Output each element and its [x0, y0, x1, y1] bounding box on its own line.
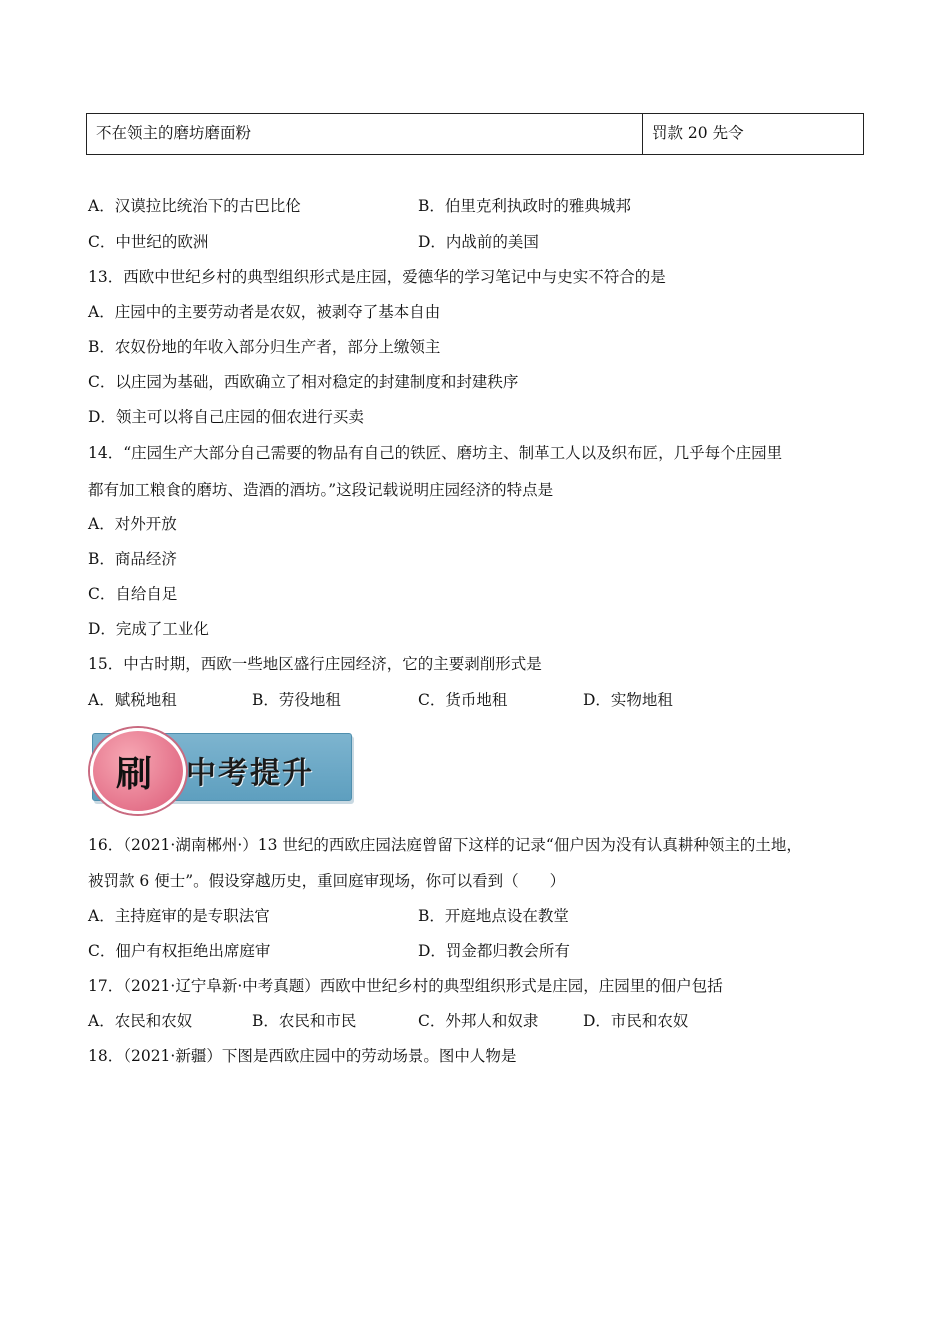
q17-option-a: A．农民和农奴: [88, 1012, 193, 1030]
banner-badge-text: 刷: [116, 754, 153, 795]
q16-option-c: C．佃户有权拒绝出席庭审: [88, 942, 271, 960]
q17-option-c: C．外邦人和奴隶: [418, 1012, 539, 1030]
q12-option-d: D．内战前的美国: [418, 233, 539, 251]
q16-stem-line2: 被罚款 6 便士”。假设穿越历史，重回庭审现场，你可以看到（ ）: [88, 872, 566, 890]
q17-option-d: D．市民和农奴: [583, 1012, 689, 1030]
q17-stem: 17．（2021·辽宁阜新·中考真题）西欧中世纪乡村的典型组织形式是庄园，庄园里的佃户包括: [88, 977, 723, 995]
table-cell-offense: 不在领主的磨坊磨面粉: [87, 114, 643, 154]
q12-option-c: C．中世纪的欧洲: [88, 233, 209, 251]
q15-option-d: D．实物地租: [583, 691, 673, 709]
q16-option-a: A．主持庭审的是专职法官: [88, 907, 270, 925]
q14-option-d: D．完成了工业化: [88, 620, 209, 638]
q14-stem-line2: 都有加工粮食的磨坊、造酒的酒坊。”这段记载说明庄园经济的特点是: [88, 481, 554, 499]
q18-stem: 18．（2021·新疆）下图是西欧庄园中的劳动场景。图中人物是: [88, 1047, 517, 1065]
q15-option-c: C．货币地租: [418, 691, 508, 709]
q13-option-c: C．以庄园为基础，西欧确立了相对稳定的封建制度和封建秩序: [88, 373, 519, 391]
banner-title: 中考提升: [186, 756, 314, 791]
q15-option-b: B．劳役地租: [252, 691, 341, 709]
q15-stem: 15．中古时期，西欧一些地区盛行庄园经济，它的主要剥削形式是: [88, 655, 542, 673]
table-cell-penalty: 罚款 20 先令: [652, 124, 744, 142]
q14-option-b: B．商品经济: [88, 550, 177, 568]
q14-option-c: C．自给自足: [88, 585, 178, 603]
q13-option-b: B．农奴份地的年收入部分归生产者，部分上缴领主: [88, 338, 441, 356]
q13-stem: 13．西欧中世纪乡村的典型组织形式是庄园，爱德华的学习笔记中与史实不符合的是: [88, 268, 666, 286]
q13-option-d: D．领主可以将自己庄园的佃农进行买卖: [88, 408, 364, 426]
q12-option-a: A．汉谟拉比统治下的古巴比伦: [88, 197, 301, 215]
q14-option-a: A．对外开放: [88, 515, 177, 533]
q15-option-a: A．赋税地租: [88, 691, 177, 709]
q13-option-a: A．庄园中的主要劳动者是农奴，被剥夺了基本自由: [88, 303, 441, 321]
q16-option-b: B．开庭地点设在教堂: [418, 907, 569, 925]
q16-stem-line1: 16．（2021·湖南郴州·）13 世纪的西欧庄园法庭曾留下这样的记录“佃户因为没有认真耕种领主的土地，: [88, 836, 802, 854]
section-banner: [88, 728, 352, 806]
q14-stem-line1: 14．“庄园生产大部分自己需要的物品有自己的铁匠、磨坊主、制革工人以及织布匠，几乎每个庄园里: [88, 444, 783, 462]
penalty-table-row: [86, 113, 864, 155]
q12-option-b: B．伯里克利执政时的雅典城邦: [418, 197, 631, 215]
q16-option-d: D．罚金都归教会所有: [418, 942, 570, 960]
q17-option-b: B．农民和市民: [252, 1012, 357, 1030]
